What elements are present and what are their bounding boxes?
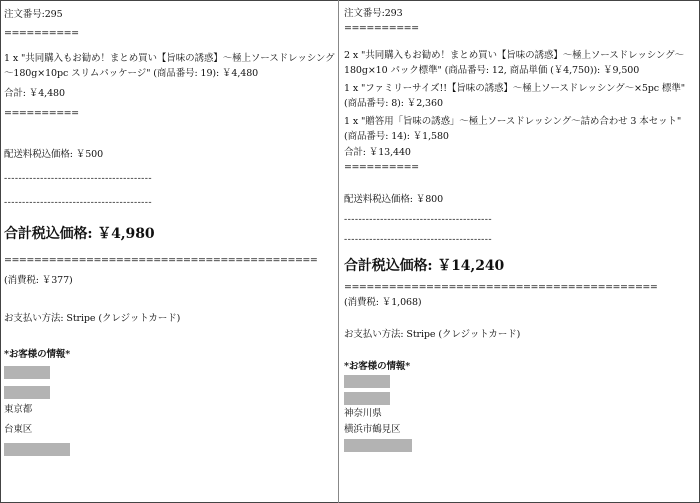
order-number: 注文番号:293 bbox=[344, 8, 403, 19]
payment-method: お支払い方法: Stripe (クレジットカード) bbox=[4, 313, 181, 324]
separator-dashes: ----------------------------------------- bbox=[344, 214, 493, 225]
subtotal: 合計: ￥4,480 bbox=[4, 88, 65, 99]
customer-info-heading: *お客様の情報* bbox=[4, 349, 71, 360]
redacted-postal-code bbox=[4, 386, 50, 399]
separator-equals-long: ========================================== bbox=[344, 282, 658, 293]
city: 台東区 bbox=[4, 424, 33, 435]
city: 横浜市鶴見区 bbox=[344, 424, 401, 435]
shipping-price: 配送料税込価格: ￥500 bbox=[4, 149, 104, 160]
subtotal: 合計: ￥13,440 bbox=[344, 147, 411, 158]
separator-equals-long: ========================================== bbox=[4, 255, 318, 266]
separator-equals: ========== bbox=[4, 28, 79, 39]
redacted-name bbox=[4, 366, 50, 379]
total-price: 合計税込価格: ￥4,980 bbox=[4, 226, 155, 242]
item-line-2: 1 x "ファミリーサイズ!!【旨味の誘惑】～極上ソースドレッシング～×5pc 標準" (商品番号: 8): ￥2,360 bbox=[344, 83, 688, 109]
redacted-name bbox=[344, 375, 390, 388]
shipping-price: 配送料税込価格: ￥800 bbox=[344, 194, 444, 205]
redacted-address bbox=[4, 443, 70, 456]
customer-info-heading: *お客様の情報* bbox=[344, 361, 411, 372]
consumption-tax: (消費税: ￥377) bbox=[4, 275, 73, 286]
separator-dashes: ----------------------------------------- bbox=[4, 197, 153, 208]
prefecture: 神奈川県 bbox=[344, 408, 382, 419]
separator-equals: ========== bbox=[4, 108, 79, 119]
order-number: 注文番号:295 bbox=[4, 9, 63, 20]
item-line-3: 1 x "贈答用「旨味の誘惑」～極上ソースドレッシング～詰め合わせ 3 本セット" (商品番号: 14): ￥1,580 bbox=[344, 116, 685, 142]
separator-dashes: ----------------------------------------- bbox=[344, 234, 493, 245]
separator-equals: ========== bbox=[344, 162, 419, 173]
redacted-address bbox=[344, 439, 412, 452]
order-293-panel bbox=[338, 0, 698, 503]
total-price: 合計税込価格: ￥14,240 bbox=[344, 258, 505, 274]
consumption-tax: (消費税: ￥1,068) bbox=[344, 297, 422, 308]
order-295-panel bbox=[0, 0, 338, 503]
item-line: 1 x "共同購入もお勧め！まとめ買い【旨味の誘惑】～極上ソースドレッシング～180g×10pc スリムパッケージ" (商品番号: 19): ￥4,480 bbox=[4, 53, 335, 79]
separator-equals: ========== bbox=[344, 23, 419, 34]
item-line-1: 2 x "共同購入もお勧め！まとめ買い【旨味の誘惑】～極上ソースドレッシング～180g×10 パック標準" (商品番号: 12, 商品単価 (￥4,750)): ￥9,500 bbox=[344, 50, 684, 76]
separator-dashes: ----------------------------------------- bbox=[4, 173, 153, 184]
payment-method: お支払い方法: Stripe (クレジットカード) bbox=[344, 329, 521, 340]
redacted-postal-code bbox=[344, 392, 390, 405]
prefecture: 東京都 bbox=[4, 404, 33, 415]
